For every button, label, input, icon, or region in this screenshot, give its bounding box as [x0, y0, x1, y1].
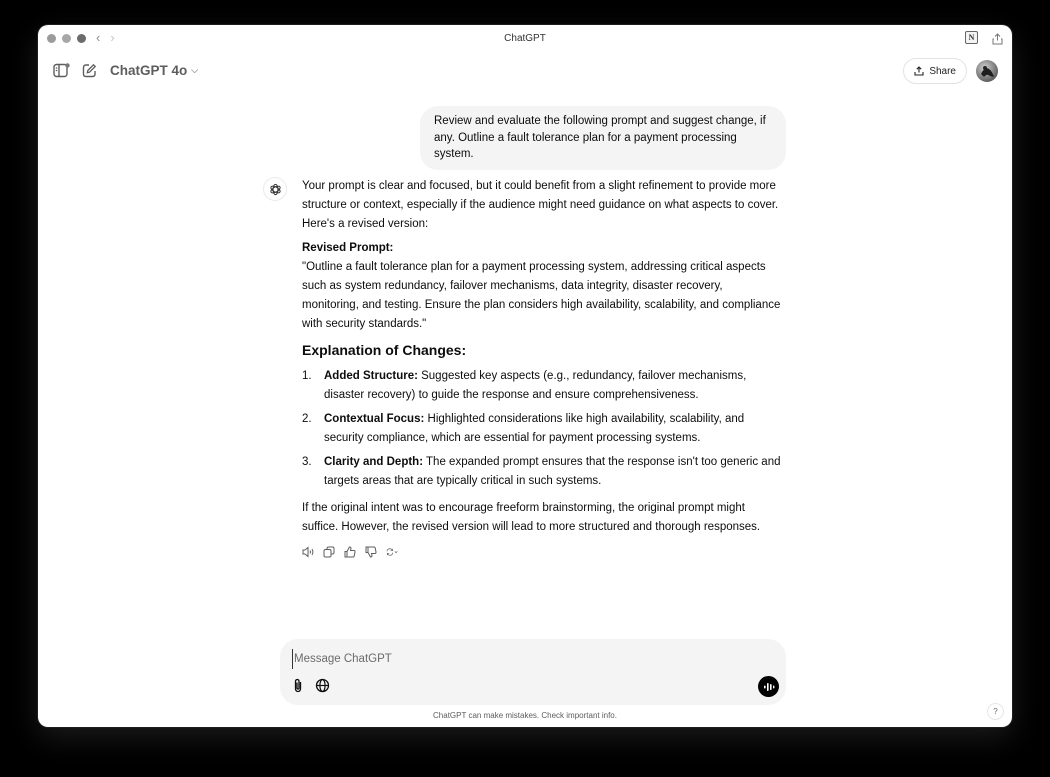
- user-avatar[interactable]: [976, 60, 998, 82]
- waveform-icon: [763, 682, 775, 692]
- disclaimer-text: ChatGPT can make mistakes. Check important info.: [433, 711, 617, 720]
- window-title: ChatGPT: [504, 33, 546, 44]
- new-chat-icon[interactable]: [80, 61, 98, 79]
- message-actions: [302, 545, 782, 558]
- titlebar-actions: [965, 31, 1004, 44]
- thumbs-down-icon[interactable]: [365, 545, 378, 558]
- revised-prompt-label: Revised Prompt:: [302, 242, 394, 254]
- voice-mode-button[interactable]: [758, 676, 779, 697]
- list-item: 3. Clarity and Depth: The expanded prompt ensures that the response isn't too generic and targets areas that are typically critical in such systems.: [302, 456, 781, 487]
- notion-icon[interactable]: N: [965, 31, 978, 44]
- revised-prompt-text: "Outline a fault tolerance plan for a payment processing system, addressing critical aspects such as system redundancy, failover mechanisms, data integrity, disaster recovery, monitoring, and testing. Ensure the plan considers high availability, scalability, and compliance with security standards.": [302, 261, 781, 330]
- list-item: 1. Added Structure: Suggested key aspects (e.g., redundancy, failover mechanisms, disaster recovery) to guide the response and ensure comprehensiveness.: [302, 370, 747, 401]
- chevron-down-icon: ⌵: [191, 64, 199, 75]
- attach-paperclip-icon[interactable]: [290, 677, 306, 693]
- message-input[interactable]: [292, 649, 736, 669]
- help-button[interactable]: ?: [987, 703, 1004, 720]
- intro-paragraph: Your prompt is clear and focused, but it could benefit from a slight refinement to provide more structure or context, especially if the audience might need guidance on what aspects to cover. Here's a revised version:: [302, 180, 779, 230]
- app-header: [38, 53, 1012, 89]
- app-window: [38, 25, 1012, 727]
- model-selector[interactable]: [110, 63, 198, 78]
- upload-icon: [914, 66, 924, 76]
- model-name: ChatGPT 4o: [110, 62, 188, 78]
- copy-icon[interactable]: [323, 545, 336, 558]
- user-message-bubble: Review and evaluate the following prompt and suggest change, if any. Outline a fault tolerance plan for a payment processing system.: [420, 106, 786, 170]
- sidebar-toggle-icon[interactable]: [52, 61, 70, 79]
- changes-list: [302, 367, 782, 491]
- title-bar: [38, 25, 1012, 53]
- share-window-icon[interactable]: [992, 32, 1004, 44]
- assistant-message-body: [302, 177, 782, 558]
- forward-button[interactable]: ›: [110, 30, 115, 45]
- web-search-globe-icon[interactable]: [314, 677, 330, 693]
- message-composer: [280, 639, 786, 705]
- section-heading: Explanation of Changes:: [302, 342, 467, 358]
- read-aloud-icon[interactable]: [302, 545, 315, 558]
- share-button[interactable]: [903, 58, 967, 84]
- closing-paragraph: If the original intent was to encourage freeform brainstorming, the original prompt might suffice. However, the revised version will lead to more structured and thorough responses.: [302, 502, 761, 533]
- list-item: 2. Contextual Focus: Highlighted considerations like high availability, scalability, and security compliance, which are essential for payment processing systems.: [302, 413, 745, 444]
- chatgpt-logo-icon: [263, 177, 287, 201]
- thumbs-up-icon[interactable]: [344, 545, 357, 558]
- regenerate-icon[interactable]: [386, 545, 399, 558]
- back-button[interactable]: ‹: [96, 30, 101, 45]
- share-label: Share: [929, 65, 956, 77]
